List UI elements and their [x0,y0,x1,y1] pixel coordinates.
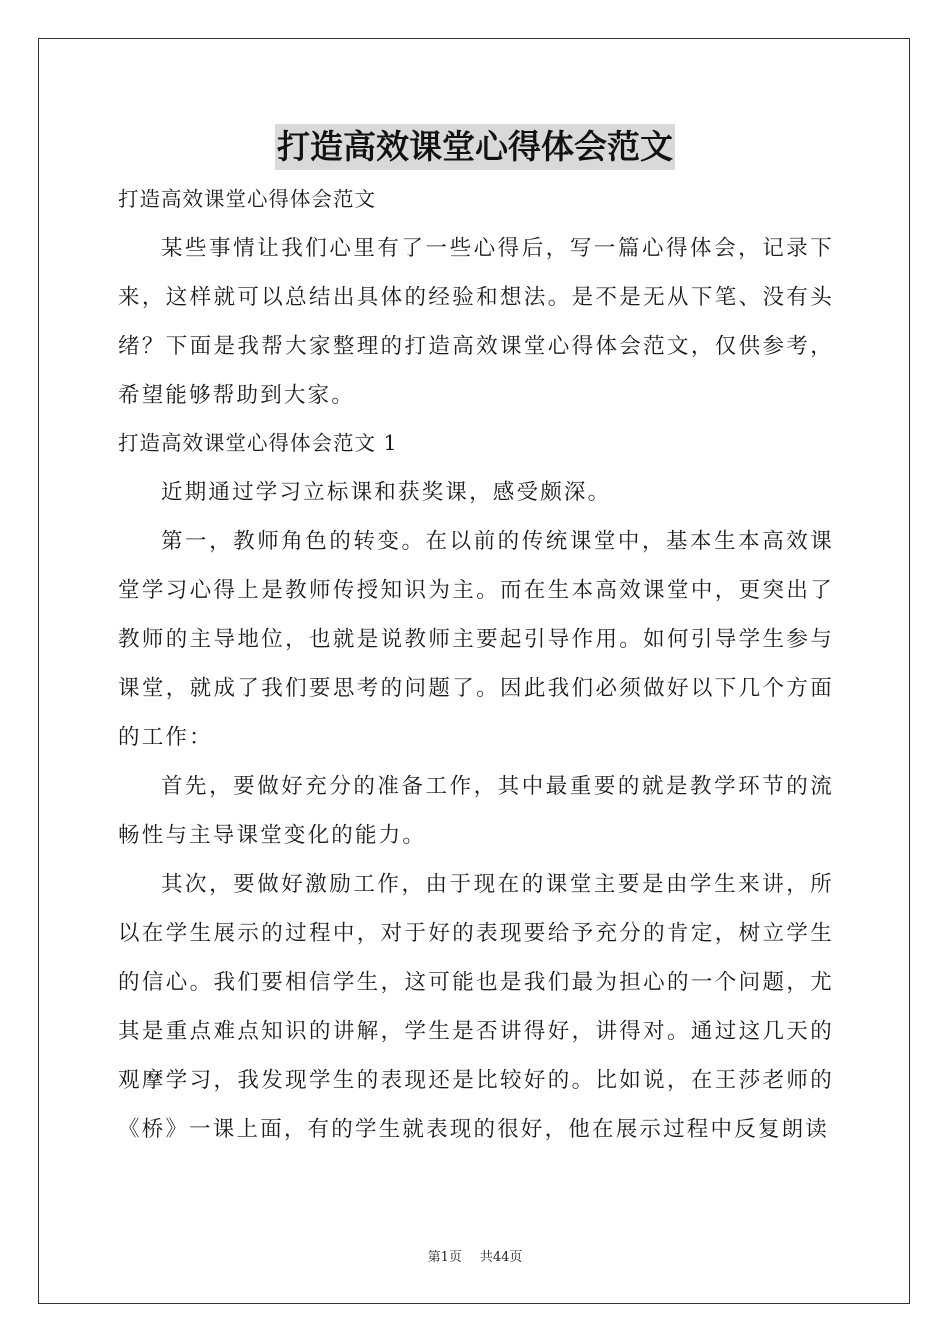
page-count: 共44页 [479,1250,523,1265]
title-container [0,124,950,170]
body-paragraph-3: 首先，要做好充分的准备工作，其中最重要的就是教学环节的流畅性与主导课堂变化的能力。 [118,774,834,848]
page-number: 第1页 [427,1250,462,1265]
body-paragraph-4: 其次，要做好激励工作，由于现在的课堂主要是由学生来讲，所以在学生展示的过程中，对于好的表现要给予充分的肯定，树立学生的信心。我们要相信学生，这可能也是我们最为担心的一个问题，尤其是重点难点知识的讲解，学生是否讲得好，讲得对。通过这几天的观摩学习，我发现学生的表现还是比较好的。比如说，在王莎老师的《桥》一课上面，有的学生就表现的很好，他在展示过程中反复朗读 [118,872,834,1142]
section-heading: 打造高效课堂心得体会范文 1 [118,431,398,455]
document-body [118,180,834,1154]
page-footer [0,1246,950,1265]
body-paragraph-2: 第一，教师角色的转变。在以前的传统课堂中，基本生本高效课堂学习心得上是教师传授知识为主。而在生本高效课堂中，更突出了教师的主导地位，也就是说教师主要起引导作用。如何引导学生参与课堂，就成了我们要思考的问题了。因此我们必须做好以下几个方面的工作： [118,529,834,750]
document-subtitle: 打造高效课堂心得体会范文 [118,187,376,211]
body-paragraph-1: 近期通过学习立标课和获奖课，感受颇深。 [161,480,612,505]
intro-paragraph: 某些事情让我们心里有了一些心得后，写一篇心得体会，记录下来，这样就可以总结出具体的经验和想法。是不是无从下笔、没有头绪？下面是我帮大家整理的打造高效课堂心得体会范文，仅供参考，希望能够帮助到大家。 [118,236,834,408]
document-title: 打造高效课堂心得体会范文 [275,124,675,170]
